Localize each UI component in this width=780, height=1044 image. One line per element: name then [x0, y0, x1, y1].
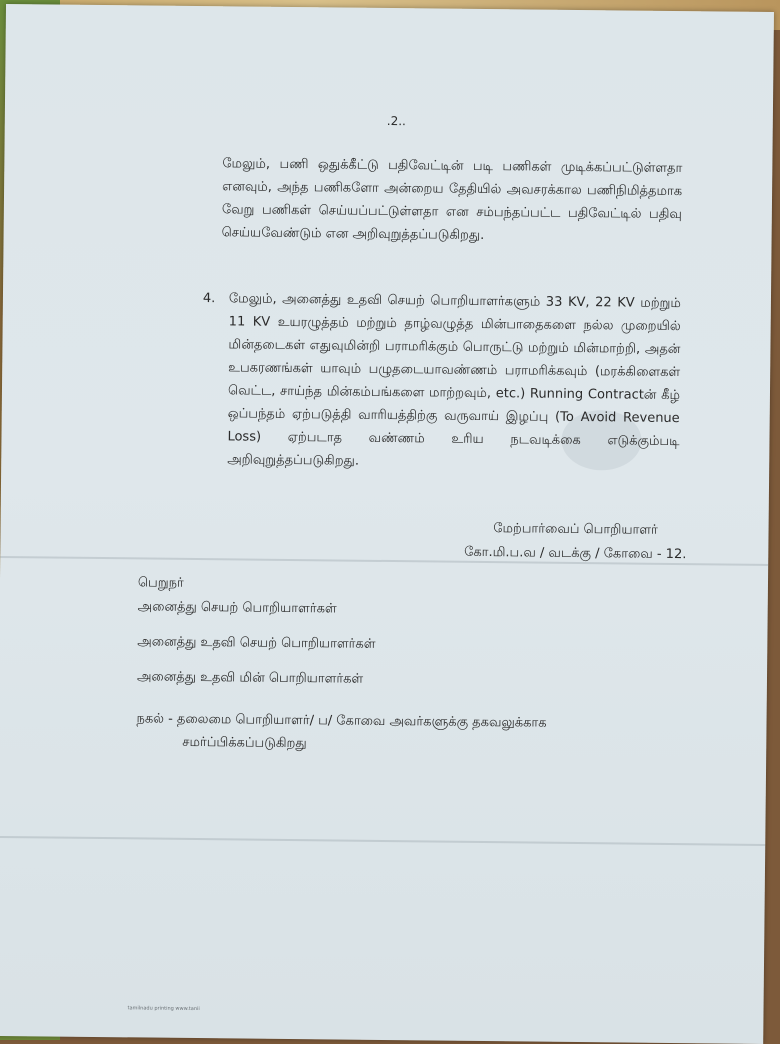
recipients-heading: பெறுநர்: [137, 575, 184, 591]
signature-block: [455, 517, 695, 568]
copy-to-line-2: சமர்ப்பிக்கப்படுகிறது: [182, 734, 307, 752]
recipient-item: அனைத்து செயற் பொறியாளர்கள்: [137, 599, 337, 617]
copy-to-block: [136, 707, 676, 759]
paragraph-2: மேலும், அனைத்து உதவி செயற் பொறியாளர்களும் 33 KV, 22 KV மற்றும் 11 KV உயரழுத்தம் மற்றும் தாழ்வழுத்த மின்பாதைகளை நல்ல முறையில் மின்தடைகள் எதுவுமின்றி பராமரிக்கும் பொருட்டு மற்றும் மின்மாற்றி, அதன் உபகரணங்கள் யாவும் பழுதடையாவண்ணம் பராமரிக்கவும் (மரக்கிளைகள் வெட்ட, சாய்ந்த மின்கம்பங்களை மாற்றவும், etc.) Running Contractன் கீழ் ஒப்பந்தம் ஏற்படுத்தி வாரியத்திற்கு வருவாய் இழப்பு (To Avoid Revenue Loss) ஏற்படாத வண்ணம் உரிய நடவடிக்கை எடுக்கும்படி அறிவுறுத்தப்படுகிறது.: [227, 291, 681, 469]
copy-to-line-1: நகல் - தலைமை பொறியாளர்/ ப/ கோவை அவர்களுக்கு தகவலுக்காக: [136, 711, 547, 731]
signature-title: மேற்பார்வைப் பொறியாளர்: [493, 521, 658, 538]
page-number: .2..: [386, 113, 406, 129]
printer-footer: tamilnadu printing www.tanii: [127, 1005, 200, 1013]
document-page: [0, 4, 774, 1044]
recipient-item: அனைத்து உதவி செயற் பொறியாளர்கள்: [137, 634, 376, 652]
paragraph-2-number: 4.: [202, 291, 216, 307]
paragraph-1: மேலும், பணி ஒதுக்கீட்டு பதிவேட்டின் படி பணிகள் முடிக்கப்பட்டுள்ளதா எனவும், அந்த பணிகளோ அன்றைய தேதியில் அவசரக்கால பணிநிமித்தமாக வேறு பணிகள் செய்யப்பட்டுள்ளதா என சம்பந்தப்பட்ட பதிவேட்டில் பதிவு செய்யவேண்டும் என அறிவுறுத்தப்படுகிறது.: [221, 156, 683, 243]
recipients-list: [137, 595, 678, 706]
recipient-item: அனைத்து உதவி மின் பொறியாளர்கள்: [136, 669, 364, 687]
paper-fold-line: [0, 836, 765, 846]
signature-office: கோ.மி.ப.வ / வடக்கு / கோவை - 12.: [464, 544, 687, 563]
